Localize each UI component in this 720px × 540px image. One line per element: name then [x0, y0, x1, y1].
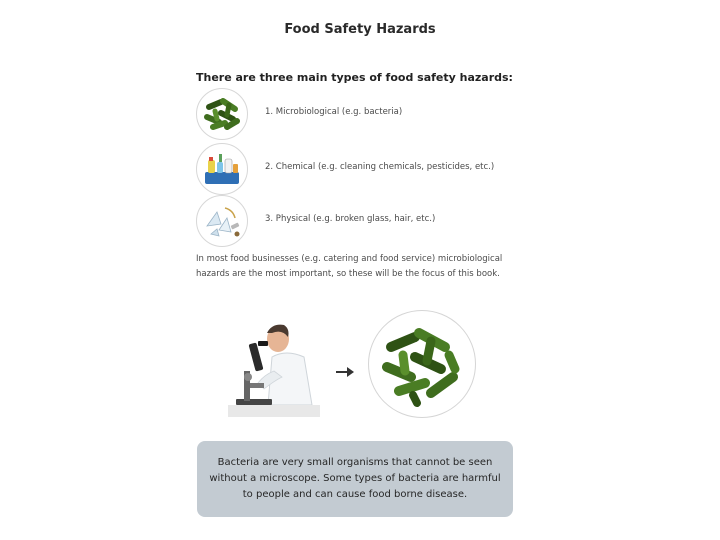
bacteria-icon	[196, 88, 248, 140]
hazard-item-microbiological	[196, 88, 526, 140]
broken-glass-icon	[196, 195, 248, 247]
info-callout	[197, 441, 513, 517]
page-title: Food Safety Hazards	[284, 22, 436, 37]
arrow-right-icon	[336, 366, 354, 378]
magnified-bacteria-image	[368, 310, 476, 418]
hazard-item-chemical	[196, 143, 526, 195]
callout-text: Bacteria are very small organisms that cannot be seen without a microscope. Some types of bacteria are harmful to people and can cause food borne disease.	[209, 457, 501, 500]
cleaning-chemicals-icon	[196, 143, 248, 195]
hazard-label-chemical: 2. Chemical (e.g. cleaning chemicals, pesticides, etc.)	[265, 162, 495, 172]
hazard-item-physical	[196, 195, 526, 247]
intro-heading: There are three main types of food safety hazards:	[196, 71, 513, 84]
hazard-label-microbiological: 1. Microbiological (e.g. bacteria)	[265, 107, 403, 117]
focus-note: In most food businesses (e.g. catering and food service) microbiological hazards are the most important, so these will be the focus of this book.	[196, 254, 503, 279]
scientist-microscope-illustration	[228, 313, 320, 417]
hazard-label-physical: 3. Physical (e.g. broken glass, hair, etc.)	[265, 214, 436, 224]
